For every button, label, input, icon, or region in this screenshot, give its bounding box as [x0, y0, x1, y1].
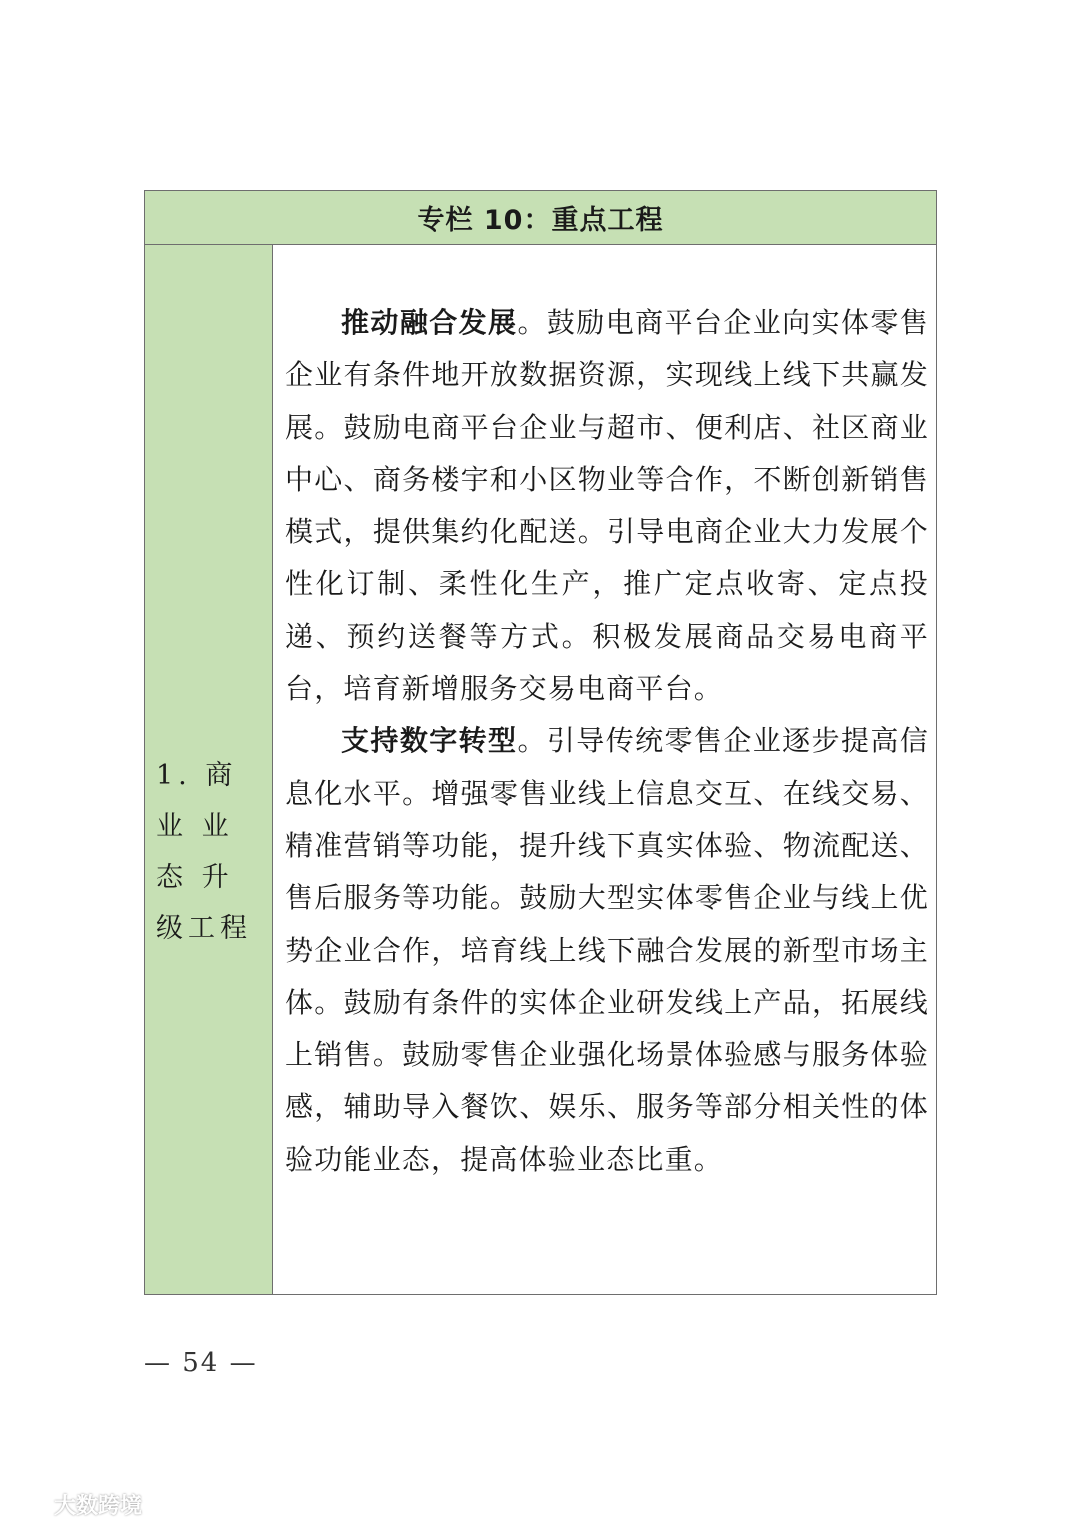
- watermark: [8, 1489, 142, 1520]
- page-number: — 54 —: [144, 1348, 258, 1378]
- paragraph-2-heading: 支持数字转型: [341, 724, 518, 758]
- watermark-text: 大数跨境: [54, 1494, 143, 1519]
- paragraph-1: [285, 297, 929, 715]
- logo-icon: [8, 1492, 50, 1518]
- table-title: 专栏 10：重点工程: [145, 191, 936, 245]
- paragraph-2-body: 。引导传统零售企业逐步提高信息化水平。增强零售业线上信息交互、在线交易、精准营销等功能，提升线下真实体验、物流配送、售后服务等功能。鼓励大型实体零售企业与线上优势企业合作，培育线上线下融合发展的新型市场主体。鼓励有条件的实体企业研发线上产品，拓展线上销售。鼓励零售企业强化场景体验感与服务体验感，辅助导入餐饮、娱乐、服务等部分相关性的体验功能业态，提高体验业态比重。: [285, 724, 929, 1176]
- paragraph-1-heading: 推动融合发展: [341, 306, 518, 339]
- feature-table: [144, 190, 937, 1295]
- row-content-cell: [273, 245, 936, 1294]
- content-text: [285, 297, 929, 1186]
- row-label: 1. 商 业 业 态 升 级工程: [156, 760, 252, 944]
- row-label-cell: [145, 245, 273, 1294]
- paragraph-2: [285, 715, 929, 1186]
- paragraph-1-body: 。鼓励电商平台企业向实体零售企业有条件地开放数据资源，实现线上线下共赢发展。鼓励电商平台企业与超市、便利店、社区商业中心、商务楼宇和小区物业等合作，不断创新销售模式，提供集约化配送。引导电商企业大力发展个性化订制、柔性化生产，推广定点收寄、定点投递、预约送餐等方式。积极发展商品交易电商平台，培育新增服务交易电商平台。: [285, 306, 929, 706]
